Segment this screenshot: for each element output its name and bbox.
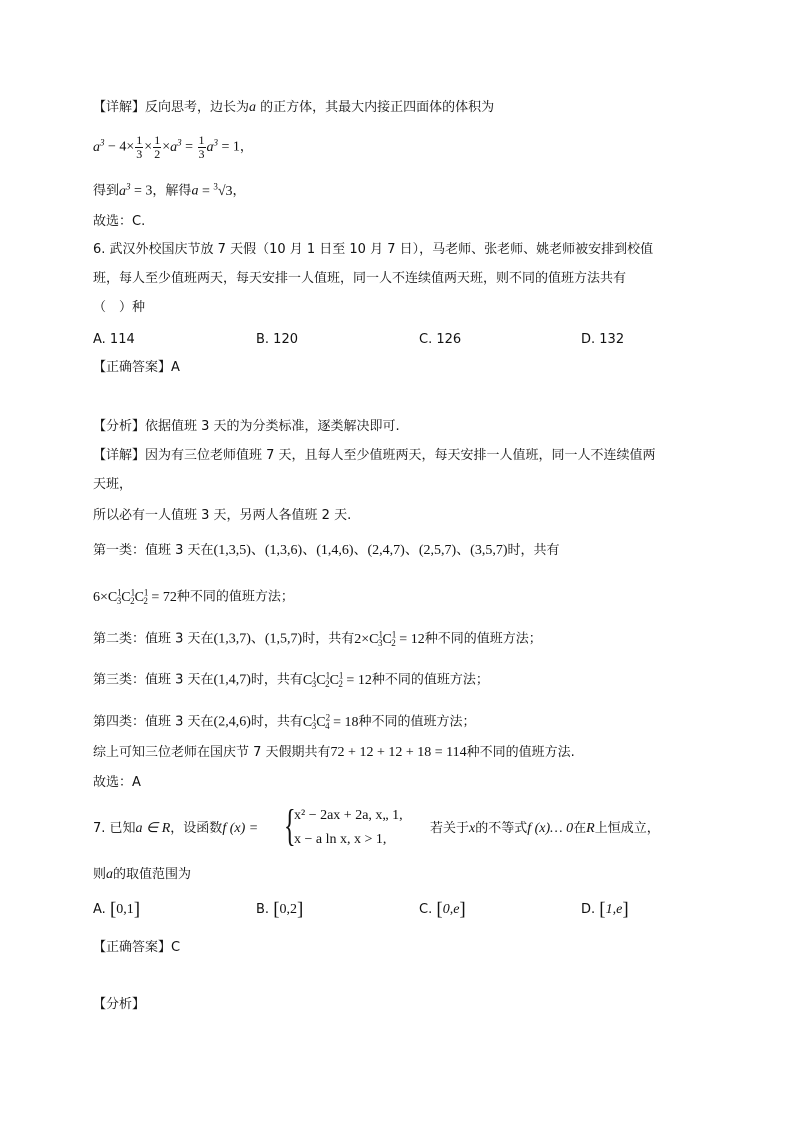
fraction: $\frac{1}{2}$ bbox=[154, 132, 161, 161]
fraction: $\frac{1}{3}$ bbox=[198, 132, 205, 161]
solve-line: 得到$a^3 = 3$，解得a = $^3$√3， bbox=[93, 181, 246, 199]
q6-option-d: D. 132 bbox=[581, 332, 625, 347]
q6-option-b: B. 120 bbox=[256, 332, 298, 347]
fraction: $\frac{1}{3}$ bbox=[136, 132, 143, 161]
case-2-line: 第二类：值班 3 天在(1,3,7)、(1,5,7)时，共有$2\times C^1_3C^1_2 = 12$种不同的值班方法； bbox=[93, 629, 542, 649]
q6-answer: 【正确答案】A bbox=[93, 360, 180, 375]
q7-option-d: D. [1,e] bbox=[581, 899, 629, 920]
final-choice: 故选：A bbox=[93, 775, 141, 790]
q7-answer: 【正确答案】C bbox=[93, 940, 181, 955]
detail-label: 【详解】 bbox=[93, 100, 146, 115]
summary-line: 综上可知三位老师在国庆节 7 天假期共有72 + 12 + 12 + 18 = 114种不同的值班方法. bbox=[93, 745, 575, 760]
question-6-line-3: （ ）种 bbox=[93, 300, 146, 315]
volume-equation: $a^3 - 4\times$ $\frac{1}{3}$ × $\frac{1}{2}$ $\times a^3$ = $\frac{1}{3}$ $a^3 = 1$， bbox=[93, 132, 253, 161]
choice-line: 故选：C. bbox=[93, 214, 146, 229]
piece-row-1: x² − 2ax + 2a, x„ 1, bbox=[294, 808, 403, 823]
detail-line-1: 【详解】反向思考，边长为a 的正方体，其最大内接正四面体的体积为 bbox=[93, 100, 495, 115]
detail-2-line-2: 天班， bbox=[93, 477, 133, 492]
case-3-line: 第三类：值班 3 天在(1,4,7)时，共有$C^1_3C^1_2C^1_2 = 12$种不同的值班方法； bbox=[93, 670, 489, 690]
question-6-line-2: 班，每人至少值班两天，每天安排一人值班，同一人不连续值两天班，则不同的值班方法共有 bbox=[93, 271, 627, 286]
piece-row-2: x − a ln x, x > 1, bbox=[294, 832, 387, 847]
q6-option-a: A. 114 bbox=[93, 332, 135, 347]
q7-option-a: A. [0,1] bbox=[93, 899, 141, 920]
q7-option-b: B. [0,2] bbox=[256, 899, 304, 920]
piecewise-function: { x² − 2ax + 2a, x„ 1, x − a ln x, x > 1, bbox=[284, 801, 403, 850]
detail-2-line-1: 【详解】因为有三位老师值班 7 天，且每人至少值班两天，每天安排一人值班，同一人不连续值两 bbox=[93, 448, 656, 463]
case-1-result: $6\times C^1_3C^1_2C^1_2 = 72$种不同的值班方法； bbox=[93, 587, 294, 607]
question-7-line-1-tail: 若关于x的不等式f (x)… 0在R上恒成立， bbox=[430, 821, 660, 836]
q6-option-c: C. 126 bbox=[419, 332, 462, 347]
q7-option-c: C. [0,e] bbox=[419, 899, 466, 920]
q7-analysis: 【分析】 bbox=[93, 997, 146, 1012]
question-7-line-2: 则a的取值范围为 bbox=[93, 867, 192, 882]
question-6-line-1: 6. 武汉外校国庆节放 7 天假（10 月 1 日至 10 月 7 日），马老师、张老师、姚老师被安排到校值 bbox=[93, 242, 654, 257]
case-4-line: 第四类：值班 3 天在(2,4,6)时，共有$C^1_3C^2_4 = 18$种不同的值班方法； bbox=[93, 712, 476, 732]
case-1-line: 第一类：值班 3 天在(1,3,5)、(1,3,6)、(1,4,6)、(2,4,7)、(2,5,7)、(3,5,7)时，共有 bbox=[93, 543, 560, 558]
detail-2-line-3: 所以必有一人值班 3 天，另两人各值班 2 天. bbox=[93, 508, 352, 523]
question-7-line-1: 7. 已知a ∈ R，设函数f (x) = bbox=[93, 821, 259, 836]
analysis-line: 【分析】依据值班 3 天的为分类标准，逐类解决即可. bbox=[93, 419, 400, 434]
